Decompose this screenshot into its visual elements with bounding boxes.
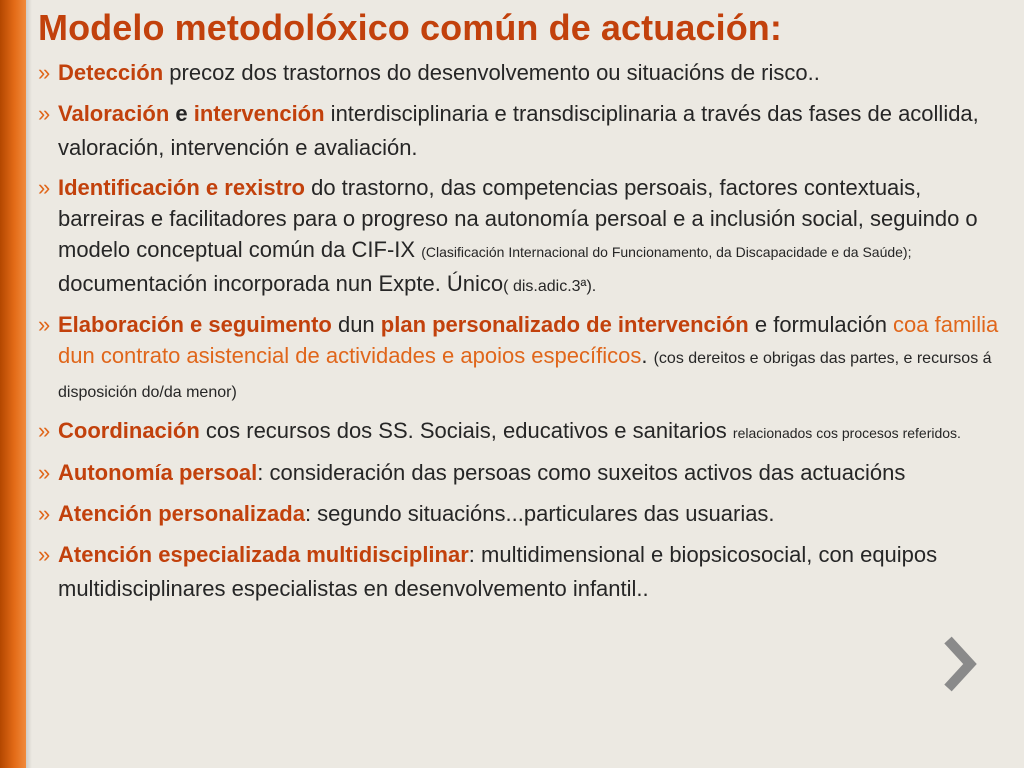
list-item-atencion-personalizada [38, 497, 1010, 531]
item-text: : multidimensional e biopsicosocial, con equipos multidisciplinares especialistas en desenvolvemento infantil.. [58, 542, 938, 601]
bullet-icon: » [38, 101, 51, 126]
bullet-icon: » [38, 460, 51, 485]
item-text: dun [331, 312, 381, 337]
bullet-icon: » [38, 175, 51, 200]
item-text: interdisciplinaria e transdisciplinaria a través das fases de acollida, valoración, intervención e avaliación. [58, 101, 979, 160]
list-item-autonomia [38, 456, 1010, 490]
list-item-atencion-especializada [38, 538, 1010, 606]
item-text: cos recursos dos SS. Sociais, educativos e sanitarios [199, 418, 733, 443]
item-text: . [641, 343, 654, 368]
bullet-list [38, 56, 1010, 606]
keyword: plan personalizado de intervención [380, 312, 749, 337]
bullet-icon: » [38, 312, 51, 337]
side-accent-shadow [26, 0, 32, 768]
bullet-icon: » [38, 542, 51, 567]
list-item-deteccion [38, 56, 1010, 90]
bullet-icon: » [38, 501, 51, 526]
bullet-icon: » [38, 60, 51, 85]
item-small-text: (cos dereitos e obrigas das partes, e recursos á disposición do/da menor) [58, 350, 992, 401]
item-small-text: relacionados cos procesos referidos. [732, 425, 961, 441]
item-text: : segundo situacións...particulares das usuarias. [304, 501, 775, 526]
keyword: Atención especializada multidisciplinar [58, 542, 469, 567]
keyword: Detección [58, 60, 164, 85]
list-item-elaboracion [38, 309, 1010, 408]
list-item-identificacion [38, 172, 1010, 302]
keyword: Atención personalizada [58, 501, 305, 526]
item-connector: e [169, 101, 194, 126]
keyword: Valoración [58, 101, 170, 126]
item-text: documentación incorporada nun Expte. Único [58, 271, 504, 296]
keyword: Autonomía persoal [58, 460, 258, 485]
keyword: Identificación e rexistro [58, 175, 305, 200]
chevron-right-icon[interactable] [940, 636, 980, 692]
item-text: : consideración das persoas como suxeitos activos das actuacións [257, 460, 906, 485]
item-text: e formulación [748, 312, 894, 337]
keyword: Elaboración e seguimento [58, 312, 332, 337]
slide-title: Modelo metodolóxico común de actuación: [38, 7, 782, 48]
bullet-icon: » [38, 418, 51, 443]
highlight-text: coa familia dun contrato asistencial de actividades e apoios específicos [58, 312, 999, 368]
item-text: precoz dos trastornos do desenvolvemento ou situacións de risco.. [163, 60, 820, 85]
slide-content [38, 6, 1010, 613]
keyword: Coordinación [58, 418, 200, 443]
item-text: do trastorno, das competencias persoais, factores contextuais, barreiras e facilitadores para o progreso na autonomía persoal e a inclusión social, seguindo o modelo conceptual común da CIF-IX [58, 175, 978, 262]
item-small-text: (Clasificación Internacional do Funcionamento, da Discapacidade e da Saúde); [421, 244, 912, 260]
list-item-valoracion [38, 97, 1010, 165]
side-accent-stripe [0, 0, 26, 768]
keyword: intervención [193, 101, 325, 126]
list-item-coordinacion [38, 415, 1010, 449]
item-small-text: ( dis.adic.3ª). [503, 278, 597, 295]
